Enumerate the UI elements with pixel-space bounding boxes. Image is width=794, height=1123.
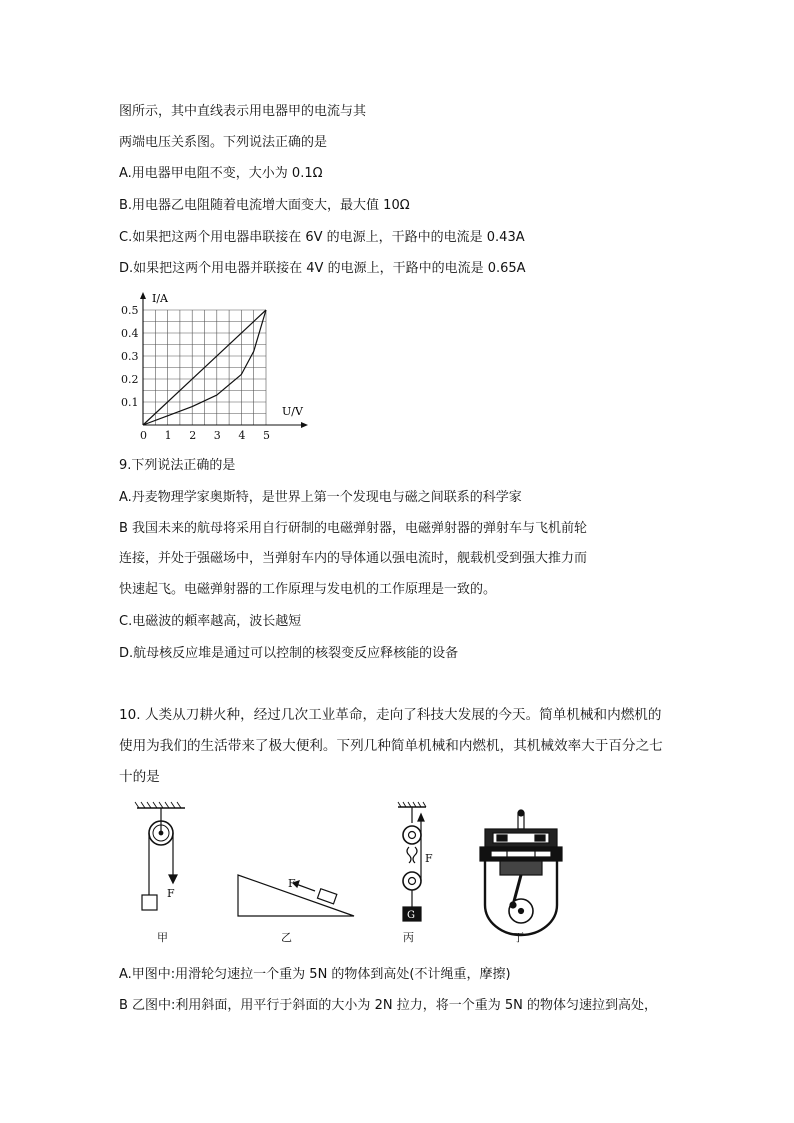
inclined-plane-diagram xyxy=(238,875,354,916)
x-tick-label: 0 xyxy=(140,429,147,442)
y-tick-label: 0.1 xyxy=(121,396,139,409)
x-axis-arrow xyxy=(301,422,308,428)
force-label-bing: F xyxy=(425,852,433,865)
q8-stem-line2: 两端电压关系图。下列说法正确的是 xyxy=(119,135,328,150)
x-tick-label: 4 xyxy=(238,429,246,442)
q10-stem-line2: 使用为我们的生活带来了极大便利。下列几种简单机械和内燃机，其机械效率大于百分之七 xyxy=(119,738,663,754)
force-label-jia: F xyxy=(167,887,175,900)
q9-option-a: A.丹麦物理学家奥斯特，是世界上第一个发现电与磁之间联系的科学家 xyxy=(119,490,522,505)
engine-diagram xyxy=(480,810,562,935)
figure-label-bing: 丙 xyxy=(403,931,414,944)
q9-option-b-line2: 连接，并处于强磁场中，当弹射车内的导体通以强电流时，舰载机受到强大推力而 xyxy=(119,551,588,566)
q10-stem-line1: 10. 人类从刀耕火种，经过几次工业革命，走向了科技大发展的今天。简单机械和内燃机的 xyxy=(119,707,662,723)
q9-option-b-line3: 快速起飞。电磁弹射器的工作原理与发电机的工作原理是一致的。 xyxy=(119,582,497,597)
x-axis-label: U/V xyxy=(282,405,303,418)
q9-stem: 9.下列说法正确的是 xyxy=(119,458,236,473)
y-tick-label: 0.4 xyxy=(121,327,139,340)
q8-option-b: B.用电器乙电阻随着电流增大面变大，最大值 10Ω xyxy=(119,198,410,213)
q9-option-c: C.电磁波的頼率越高，波长越短 xyxy=(119,614,302,629)
figure-label-jia: 甲 xyxy=(157,931,168,944)
q10-option-b: B 乙图中:利用斜面，用平行于斜面的大小为 2N 拉力，将一个重为 5N 的物体匀速拉到高处， xyxy=(119,998,657,1013)
force-label-yi: F xyxy=(288,877,296,890)
x-tick-label: 5 xyxy=(263,429,270,442)
fixed-pulley-diagram xyxy=(135,802,185,910)
x-tick-label: 3 xyxy=(213,429,221,442)
y-tick-label: 0.2 xyxy=(121,373,139,386)
q10-stem-line3: 十的是 xyxy=(119,769,160,785)
figure-label-yi: 乙 xyxy=(281,931,292,944)
iu-graph xyxy=(115,285,315,445)
y-tick-label: 0.5 xyxy=(121,304,139,317)
y-axis-arrow xyxy=(140,292,146,299)
q10-option-a: A.甲图中:用滑轮匀速拉一个重为 5N 的物体到高处(不计绳重，摩擦) xyxy=(119,967,511,982)
y-axis-label: I/A xyxy=(152,292,168,305)
machines-figure xyxy=(125,795,570,950)
q9-option-d: D.航母核反应堆是通过可以控制的核裂变反应释核能的设备 xyxy=(119,646,459,661)
y-tick-label: 0.3 xyxy=(121,350,139,363)
q8-option-a: A.用电器甲电阻不变，大小为 0.1Ω xyxy=(119,166,323,181)
figure-label-ding: 丁 xyxy=(513,931,524,944)
weight-label: G xyxy=(407,910,415,921)
x-tick-label: 1 xyxy=(164,429,172,442)
q8-stem-line1: 图所示，其中直线表示用电器甲的电流与其 xyxy=(119,104,367,119)
q8-option-c: C.如果把这两个用电器串联接在 6V 的电源上，干路中的电流是 0.43A xyxy=(119,230,525,245)
q8-option-d: D.如果把这两个用电器并联接在 4V 的电源上，干路中的电流是 0.65A xyxy=(119,261,526,276)
q9-option-b-line1: B 我国未来的航母将采用自行研制的电磁弹射器，电磁弹射器的弹射车与飞机前轮 xyxy=(119,521,588,536)
pulley-block-diagram xyxy=(398,802,426,921)
x-tick-label: 2 xyxy=(189,429,197,442)
